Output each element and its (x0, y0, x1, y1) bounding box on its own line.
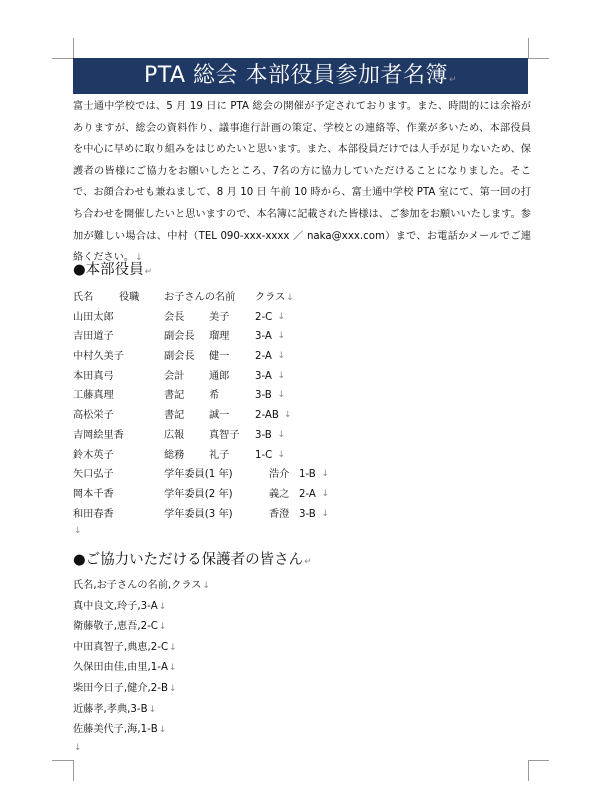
officer-name: 和田春香 (73, 508, 114, 520)
officer-role: 広報 (164, 429, 185, 441)
officer-child: 香澄 (269, 508, 290, 520)
helper-row (73, 638, 210, 659)
officer-class: 1-B (299, 469, 316, 481)
officer-role: 書記 (164, 410, 185, 422)
officer-class: 1-C (255, 449, 273, 461)
officer-row (73, 308, 286, 328)
officer-name: 工藤真理 (73, 390, 114, 402)
helper-text: 久保田由佳,由里,1-A (73, 662, 168, 674)
intro-text: 富士通中学校では、5 月 19 日に PTA 総会の開催が予定されております。また、時間的には余裕がありますが、総会の資料作り、議事進行計画の策定、学校との連絡等、作業が多いため、本部役員を中心に早めに取り組みをはじめたいと思います。また、本部役員だけでは人手が足りないため、保護者の皆様にご協力をお願いしたところ、7名の方に協力していただけることになりました。そこで、お顔合わせも兼ねまして、8 月 10 日 午前 10 時から、富士通中学校 PTA 室にて、第一回の打ち合わせを開催したいと思いますので、本名簿に記載された皆様は、ご参加をお願いいたします。参加が難しい場合は、中村（TEL 090-xxx-xxxx ／ naka@xxx.com）まで、お電話かメールでご連絡ください。 (73, 101, 531, 264)
line-break-mark: ↓ (321, 508, 330, 519)
line-break-mark: ↓ (135, 253, 143, 264)
crop-mark (73, 760, 74, 781)
helper-row (73, 679, 210, 700)
officer-child: 義之 (269, 488, 290, 500)
officer-name: 吉田道子 (73, 331, 114, 343)
officer-child: 誠一 (209, 410, 230, 422)
line-break-mark: ↓ (284, 410, 292, 421)
officer-role: 副会長 (164, 331, 195, 343)
line-break-mark: ↓ (74, 526, 82, 537)
line-break-mark: ↓ (277, 370, 286, 381)
helper-text: 中田真智子,典恵,2-C (73, 641, 169, 653)
officer-class: 2-AB (255, 410, 279, 422)
officer-name: 岡本千香 (73, 488, 114, 500)
header-role: 役職 (119, 292, 140, 303)
section-heading-officers: ●本部役員↵ (73, 262, 153, 278)
line-break-mark: ↓ (321, 488, 330, 499)
crop-mark (52, 760, 73, 761)
officer-class: 3-B (255, 390, 272, 402)
document-title-banner (73, 58, 528, 94)
officer-row (73, 327, 286, 347)
line-break-mark: ↓ (168, 663, 177, 674)
officer-name: 矢口弘子 (73, 469, 114, 481)
officer-role: 会計 (164, 370, 185, 382)
header-class: クラス↓ (255, 292, 294, 303)
helper-text: 柴田今日子,健介,2-B (73, 682, 168, 694)
line-break-mark: ↓ (158, 622, 167, 633)
officer-row (73, 505, 330, 525)
helper-text: 氏名,お子さんの名前,クラス (73, 580, 202, 591)
helper-row (73, 617, 210, 638)
line-break-mark: ↓ (169, 642, 177, 653)
officer-role: 副会長 (164, 351, 195, 363)
officer-class: 2-C (255, 311, 273, 323)
helper-text: 真中良文,玲子,3-A (73, 600, 158, 612)
officer-class: 2-A (299, 488, 316, 500)
officer-role: 学年委員(1 年) (164, 469, 233, 481)
officer-child: 希 (209, 390, 220, 402)
crop-mark (73, 38, 74, 59)
empty-line (73, 524, 82, 538)
helper-text: 近藤孝,孝典,3-B (73, 703, 148, 715)
officer-name: 中村久美子 (73, 351, 124, 363)
officers-header-row (73, 288, 294, 308)
document-title: PTA 総会 本部役員参加者名簿 (143, 63, 448, 88)
line-break-mark: ↓ (168, 683, 177, 694)
helper-row (73, 597, 210, 618)
helper-text: 佐藤美代子,海,1-B (73, 724, 158, 736)
line-break-mark: ↓ (277, 311, 286, 322)
officer-name: 本田真弓 (73, 370, 114, 382)
officer-role: 書記 (164, 390, 185, 402)
helper-text: 衛藤敬子,恵吾,2-C (73, 621, 158, 633)
paragraph-mark: ↵ (144, 267, 153, 277)
officer-name: 山田太郎 (73, 311, 114, 323)
line-break-mark: ↓ (277, 351, 286, 362)
officer-role: 学年委員(2 年) (164, 488, 233, 500)
officer-role: 学年委員(3 年) (164, 508, 233, 520)
crop-mark (528, 38, 529, 59)
officer-child: 浩介 (269, 469, 290, 481)
officer-role: 会長 (164, 311, 185, 323)
officer-class: 3-A (255, 331, 272, 343)
officer-child: 通郎 (209, 370, 230, 382)
officer-row (73, 426, 286, 446)
helpers-header-row (73, 576, 210, 597)
helpers-list (73, 576, 210, 755)
line-break-mark: ↓ (148, 704, 157, 715)
officer-row (73, 367, 286, 387)
intro-paragraph[interactable] (73, 96, 531, 270)
helper-row (73, 658, 210, 679)
officer-row (73, 465, 330, 485)
officer-row (73, 485, 330, 505)
officer-name: 鈴木英子 (73, 449, 114, 461)
line-break-mark: ↓ (277, 429, 286, 440)
line-break-mark: ↓ (277, 390, 286, 401)
officer-child: 健一 (209, 351, 230, 363)
line-break-mark: ↓ (158, 601, 167, 612)
officers-list (73, 288, 330, 538)
line-break-mark: ↓ (202, 581, 210, 591)
officer-child: 美子 (209, 311, 230, 323)
line-break-mark: ↓ (277, 331, 286, 342)
header-name: 氏名 (73, 292, 94, 303)
officer-child: 瑠理 (209, 331, 230, 343)
crop-mark (528, 760, 529, 781)
line-break-mark: ↓ (74, 742, 82, 753)
officer-row (73, 386, 286, 406)
officer-class: 3-A (255, 370, 272, 382)
officer-name: 高松栄子 (73, 410, 114, 422)
empty-line (73, 741, 210, 755)
officer-row (73, 446, 286, 466)
officer-child: 礼子 (209, 449, 230, 461)
helper-row (73, 700, 210, 721)
officer-row (73, 406, 292, 426)
crop-mark (52, 58, 73, 59)
line-break-mark: ↓ (321, 469, 330, 480)
section-heading-helpers: ●ご協力いただける保護者の皆さん↵ (73, 552, 312, 568)
paragraph-mark: ↵ (449, 75, 458, 85)
line-break-mark: ↓ (158, 725, 167, 736)
line-break-mark: ↓ (277, 449, 286, 460)
officer-child: 真智子 (209, 429, 240, 441)
header-child: お子さんの名前 (164, 292, 236, 303)
helper-row (73, 720, 210, 741)
officer-class: 3-B (255, 429, 272, 441)
officer-name: 吉岡絵里香 (73, 429, 124, 441)
crop-mark (528, 760, 549, 761)
officer-row (73, 347, 286, 367)
officer-role: 総務 (164, 449, 185, 461)
crop-mark (528, 58, 549, 59)
paragraph-mark: ↵ (304, 557, 312, 567)
officer-class: 2-A (255, 351, 272, 363)
officer-class: 3-B (299, 508, 316, 520)
